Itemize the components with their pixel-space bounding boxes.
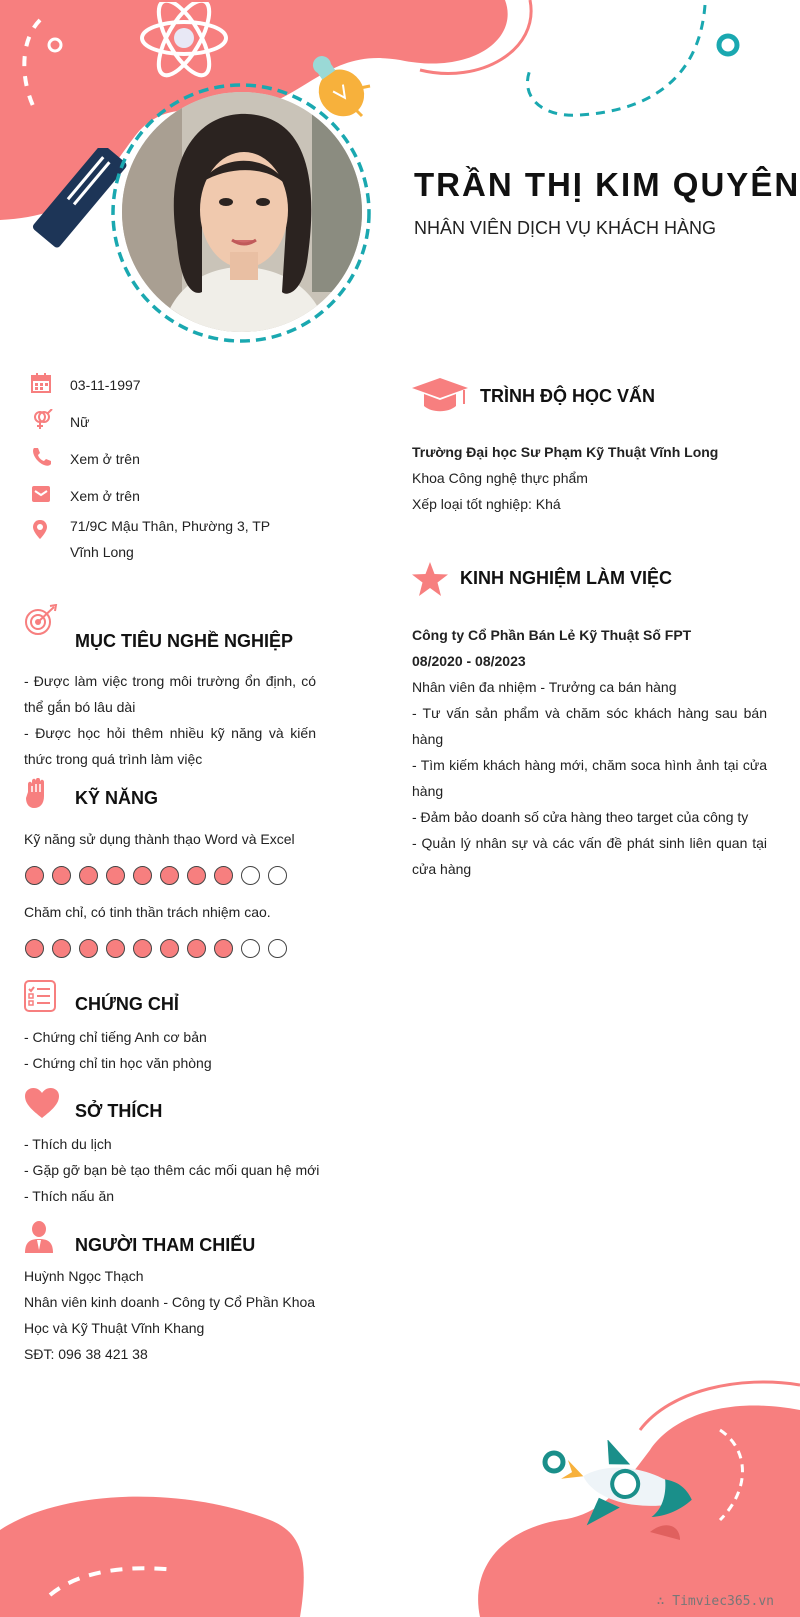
phone-row [30, 446, 300, 472]
education-details [412, 439, 772, 517]
person-icon [24, 1220, 54, 1254]
experience-duty: - Tư vấn sản phẩm và chăm sóc khách hàng sau bán hàng [412, 705, 767, 747]
skills-title: KỸ NĂNG [75, 788, 159, 808]
education-grade: Xếp loại tốt nghiệp: Khá [412, 496, 561, 512]
birthday-value: 03-11-1997 [70, 377, 141, 393]
certificate-item: - Chứng chỉ tin học văn phòng [24, 1055, 212, 1071]
hand-icon [24, 778, 50, 810]
candidate-name: TRẦN THỊ KIM QUYÊN [414, 166, 800, 203]
education-major: Khoa Công nghệ thực phẩm [412, 470, 588, 486]
watermark: ∴ Timviec365.vn [656, 1594, 774, 1609]
rocket-icon [540, 1440, 710, 1550]
mail-icon [30, 483, 54, 505]
gender-value: Nữ [70, 414, 90, 430]
certificate-item: - Chứng chỉ tiếng Anh cơ bản [24, 1029, 207, 1045]
experience-period: 08/2020 - 08/2023 [412, 653, 526, 669]
hobbies-list [24, 1131, 334, 1209]
skill-rating-1 [25, 866, 287, 885]
birthday-row [30, 372, 300, 398]
rating-dot-filled [160, 866, 179, 885]
hobby-item: - Gặp gỡ bạn bè tạo thêm các mối quan hệ mới [24, 1162, 320, 1178]
skill-name-1: Kỹ năng sử dụng thành thạo Word và Excel [24, 831, 295, 847]
address-row [30, 519, 300, 565]
certificates-list [24, 1024, 324, 1076]
rating-dot-empty [241, 939, 260, 958]
graduation-cap-icon [412, 378, 468, 414]
rating-dot-filled [187, 866, 206, 885]
rating-dot-filled [133, 866, 152, 885]
objective-title: MỤC TIÊU NGHỀ NGHIỆP [75, 631, 294, 651]
experience-duty: - Đảm bảo doanh số cửa hàng theo target của công ty [412, 809, 749, 825]
hobbies-title: SỞ THÍCH [75, 1101, 163, 1121]
rating-dot-filled [106, 939, 125, 958]
gender-icon [30, 409, 54, 431]
experience-title: KINH NGHIỆM LÀM VIỆC [460, 568, 673, 588]
certificates-title: CHỨNG CHỈ [75, 994, 179, 1014]
reference-details [24, 1263, 324, 1367]
objective-line: - Được làm việc trong môi trường ổn định, có thể gắn bó lâu dài [24, 673, 316, 715]
experience-duty: - Tìm kiếm khách hàng mới, chăm soca hình ảnh tại cửa hàng [412, 757, 767, 799]
calendar-icon [30, 372, 54, 394]
hobby-item: - Thích du lịch [24, 1136, 112, 1152]
phone-value: Xem ở trên [70, 451, 140, 467]
rating-dot-filled [187, 939, 206, 958]
reference-phone: SĐT: 096 38 421 38 [24, 1346, 148, 1362]
heart-icon [24, 1087, 60, 1119]
objective-text [24, 668, 316, 772]
email-row [30, 483, 300, 509]
rating-dot-filled [79, 866, 98, 885]
rating-dot-filled [214, 866, 233, 885]
rating-dot-filled [52, 939, 71, 958]
education-title: TRÌNH ĐỘ HỌC VẤN [480, 386, 655, 406]
avatar [122, 92, 362, 332]
phone-icon [30, 446, 54, 468]
skill-name-2: Chăm chỉ, có tinh thần trách nhiệm cao. [24, 904, 271, 920]
education-school: Trường Đại học Sư Phạm Kỹ Thuật Vĩnh Long [412, 444, 719, 460]
rating-dot-filled [52, 866, 71, 885]
email-value: Xem ở trên [70, 488, 140, 504]
reference-position: Nhân viên kinh doanh - Công ty Cổ Phần Khoa Học và Kỹ Thuật Vĩnh Khang [24, 1294, 316, 1336]
experience-details [412, 622, 767, 882]
checklist-icon [24, 980, 56, 1012]
hobby-item: - Thích nấu ăn [24, 1188, 115, 1204]
target-icon [24, 604, 58, 636]
gender-row [30, 409, 300, 435]
address-value: 71/9C Mậu Thân, Phường 3, TP Vĩnh Long [70, 518, 270, 560]
rating-dot-filled [25, 866, 44, 885]
rating-dot-filled [214, 939, 233, 958]
rating-dot-filled [133, 939, 152, 958]
atom-icon [138, 2, 230, 82]
rating-dot-filled [106, 866, 125, 885]
reference-title: NGƯỜI THAM CHIẾU [75, 1235, 256, 1255]
reference-name: Huỳnh Ngọc Thạch [24, 1268, 144, 1284]
star-icon [412, 562, 448, 596]
job-title: NHÂN VIÊN DỊCH VỤ KHÁCH HÀNG [414, 218, 717, 238]
rating-dot-empty [268, 939, 287, 958]
rating-dot-filled [160, 939, 179, 958]
experience-role: Nhân viên đa nhiệm - Trưởng ca bán hàng [412, 679, 677, 695]
rating-dot-filled [79, 939, 98, 958]
rating-dot-filled [25, 939, 44, 958]
rating-dot-empty [268, 866, 287, 885]
experience-duty: - Quản lý nhân sự và các vấn đề phát sinh liên quan tại cửa hàng [412, 835, 767, 877]
skill-rating-2 [25, 939, 287, 958]
location-icon [30, 519, 54, 541]
rating-dot-empty [241, 866, 260, 885]
objective-line: - Được học hỏi thêm nhiều kỹ năng và kiến thức trong quá trình làm việc [24, 725, 316, 767]
experience-company: Công ty Cổ Phần Bán Lẻ Kỹ Thuật Số FPT [412, 627, 692, 643]
